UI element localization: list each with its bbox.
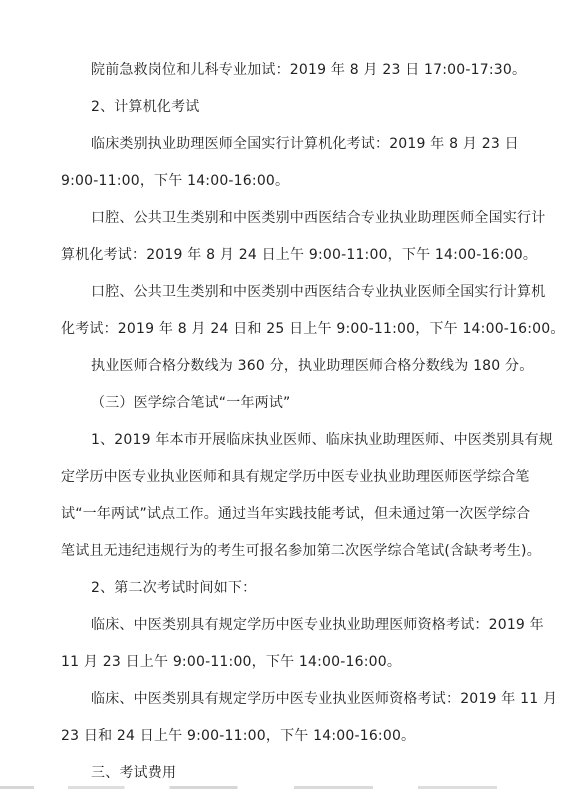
- section-heading: 三、考试费用: [91, 765, 177, 781]
- paragraph-line: 临床、中医类别具有规定学历中医专业执业助理医师资格考试：2019 年: [91, 617, 544, 633]
- paragraph-line: 口腔、公共卫生类别和中医类别中西医结合专业执业助理医师全国实行计: [91, 210, 546, 226]
- paragraph-line: 口腔、公共卫生类别和中医类别中西医结合专业执业医师全国实行计算机: [91, 284, 546, 300]
- section-heading: 2、计算机化考试: [91, 99, 200, 115]
- paragraph-line: 23 日和 24 日上午 9:00-11:00，下午 14:00-16:00。: [61, 728, 416, 744]
- paragraph-line: 1、2019 年本市开展临床执业医师、临床执业助理医师、中医类别具有规: [91, 432, 553, 448]
- scan-noise-strip: [0, 786, 565, 789]
- section-heading: 2、第二次考试时间如下：: [91, 580, 257, 596]
- section-heading: （三）医学综合笔试“一年两试”: [91, 395, 291, 411]
- paragraph-line: 执业医师合格分数线为 360 分，执业助理医师合格分数线为 180 分。: [91, 358, 534, 374]
- paragraph-line: 化考试：2019 年 8 月 24 日和 25 日上午 9:00-11:00，下午 14:00-16:00。: [61, 321, 565, 337]
- paragraph-line: 试“一年两试”试点工作。通过当年实践技能考试，但未通过第一次医学综合: [61, 506, 531, 522]
- paragraph-line: 临床类别执业助理医师全国实行计算机化考试：2019 年 8 月 23 日: [91, 136, 519, 152]
- paragraph-line: 院前急救岗位和儿科专业加试：2019 年 8 月 23 日 17:00-17:30。: [91, 62, 527, 78]
- paragraph-line: 算机化考试：2019 年 8 月 24 日上午 9:00-11:00，下午 14:00-16:00。: [61, 247, 538, 263]
- paragraph-line: 笔试且无违纪违规行为的考生可报名参加第二次医学综合笔试(含缺考考生)。: [61, 543, 541, 559]
- paragraph-line: 9:00-11:00，下午 14:00-16:00。: [61, 173, 290, 189]
- paragraph-line: 临床、中医类别具有规定学历中医专业执业医师资格考试：2019 年 11 月: [91, 691, 558, 707]
- paragraph-line: 定学历中医专业执业医师和具有规定学历中医专业执业助理医师医学综合笔: [61, 469, 530, 485]
- paragraph-line: 11 月 23 日上午 9:00-11:00，下午 14:00-16:00。: [61, 654, 402, 670]
